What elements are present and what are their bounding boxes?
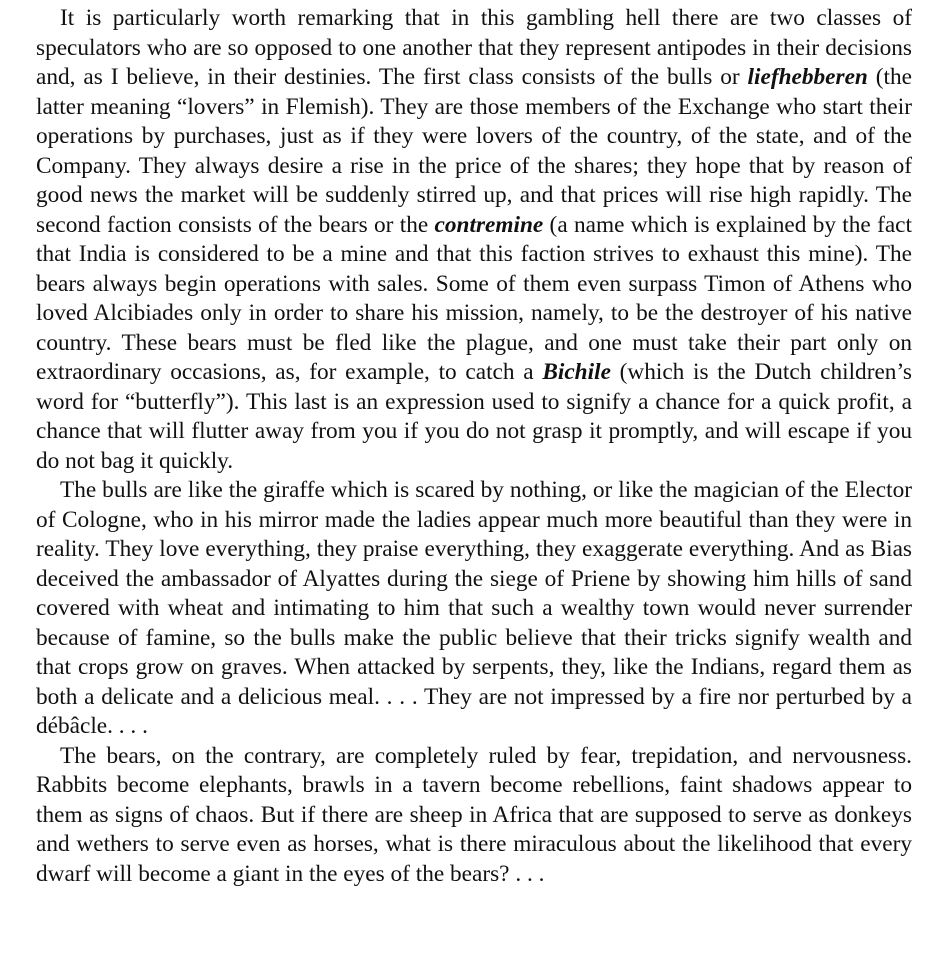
paragraph-text: The bears, on the contrary, are completely ruled by fear, trepidation, and nervousness. Rabbits become elephants, brawls in a tavern become rebellions, faint shadows appear to them as signs of chaos. But if there are sheep in Africa that are supposed to serve as donkeys and wethers to serve even as horses, what is there miraculous about the likelihood that every dwarf will become a giant in the eyes of the bears? . . . xyxy=(36,742,912,887)
paragraph-text: It is particularly worth remarking that in this gambling hell there are two classes of speculators who are so opposed to one another that they represent antipodes in their decisions and, as I believe, in their destinies. The first class consists of the bulls or xyxy=(36,5,912,90)
paragraph-text: The bulls are like the giraffe which is scared by nothing, or like the magician of the Elector of Cologne, who in his mirror made the ladies appear much more beautiful than they were in reality. They love everything, they praise everything, they exaggerate everything. And as Bias deceived the ambassador of Alyattes during the siege of Priene by showing him hills of sand covered with wheat and intimating to him that such a wealthy town would never surrender because of famine, so the bulls make the public believe that their tricks signify wealth and that crops grow on graves. When attacked by serpents, they, like the Indians, regard them as both a delicate and a delicious meal. . . . They are not impressed by a fire nor perturbed by a débâcle. . . . xyxy=(36,477,912,739)
paragraph-text: (a name which is explained by the fact that India is considered to be a mine and that this faction strives to exhaust this mine). The bears always begin operations with sales. Some of them even surpass Timon of Athens who loved Alcibiades only in order to share his mission, namely, to be the destroyer of his native country. These bears must be fled like the plague, and one must take their part only on extraordinary occasions, as, for example, to catch a xyxy=(36,211,912,385)
paragraph-gambling-hell xyxy=(36,4,912,476)
paragraph-bulls xyxy=(36,476,912,742)
paragraph-bears xyxy=(36,742,912,890)
italic-term-contremine: contremine xyxy=(434,211,544,238)
italic-term-bichile: Bichile xyxy=(542,359,611,385)
paragraph-text: (which is the Dutch children’s word for “butterfly”). This last is an expression used to signify a chance for a quick profit, a chance that will flutter away from you if you do not grasp it promptly, and will escape if you do not bag it quickly. xyxy=(36,359,912,474)
paragraph-text: (the latter meaning “lovers” in Flemish). They are those members of the Exchange who start their operations by purchases, just as if they were lovers of the country, of the state, and of the Company. They always desire a rise in the price of the shares; they hope that by reason of good news the market will be suddenly stirred up, and that prices will rise high rapidly. The second faction consists of the bears or the xyxy=(36,64,913,238)
document-page xyxy=(36,4,912,889)
italic-term-liefhebberen: liefhebberen xyxy=(747,64,868,90)
